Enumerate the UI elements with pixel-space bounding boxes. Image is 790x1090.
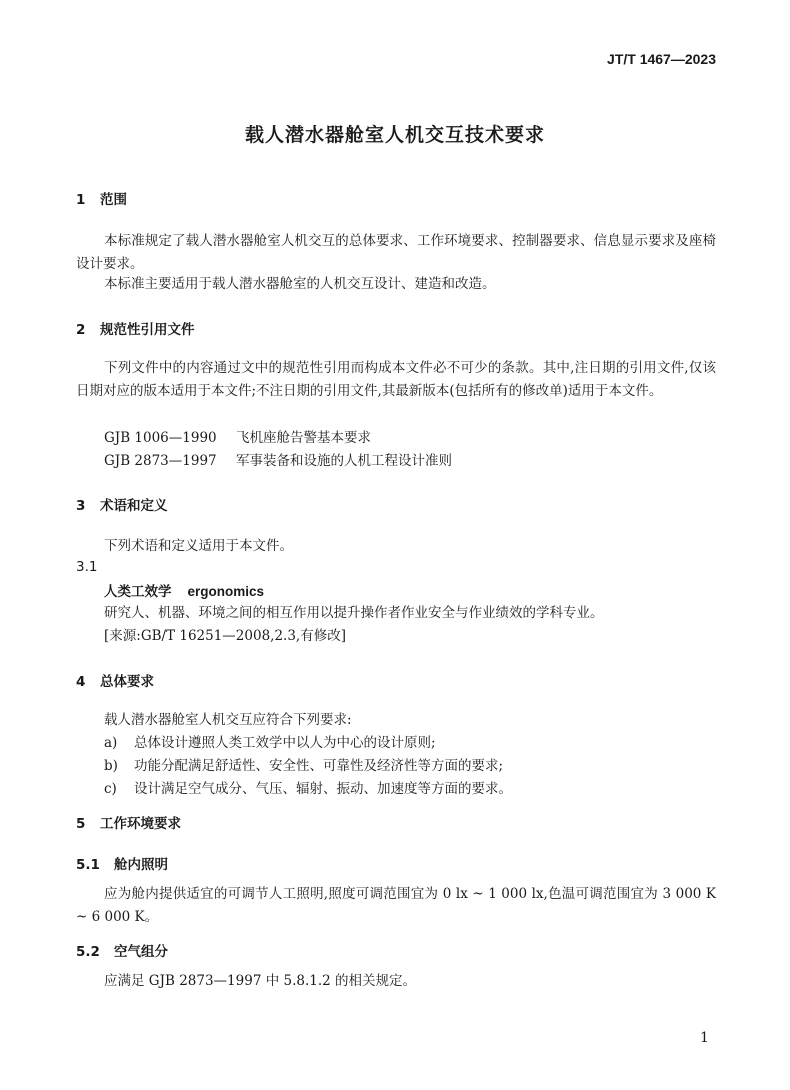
list-item [104,755,503,778]
section-3-paragraph-1: 下列术语和定义适用于本文件。 [104,538,293,554]
normative-reference [104,427,371,450]
list-marker: b) [104,758,118,774]
list-text: 设计满足空气成分、气压、辐射、振动、加速度等方面的要求。 [134,781,512,797]
section-title: 工作环境要求 [100,816,181,832]
section-title: 术语和定义 [100,498,168,514]
section-4-paragraph-1: 载人潜水器舱室人机交互应符合下列要求: [104,712,352,728]
section-1-paragraph-1: 本标准规定了载人潜水器舱室人机交互的总体要求、工作环境要求、控制器要求、信息显示要求及座椅设计要求。 [76,233,716,272]
list-text: 总体设计遵照人类工效学中以人为中心的设计原则; [134,735,436,751]
section-1-heading [76,188,127,208]
section-1-paragraph-2: 本标准主要适用于载人潜水器舱室的人机交互设计、建造和改造。 [104,276,496,292]
section-5-heading [76,812,181,832]
section-number: 2 [76,322,86,338]
section-4-heading [76,670,154,690]
reference-title: 飞机座舱告警基本要求 [236,430,371,446]
section-title: 总体要求 [100,674,154,690]
page-number: 1 [700,1030,709,1046]
normative-reference [104,450,452,473]
term-definition: 研究人、机器、环境之间的相互作用以提升操作者作业安全与作业绩效的学科专业。 [104,605,604,621]
section-title: 范围 [100,192,127,208]
section-5-2-heading [76,940,168,960]
section-5-2-paragraph-1: 应满足 GJB 2873—1997 中 5.8.1.2 的相关规定。 [104,973,417,989]
section-3-heading [76,494,168,514]
section-number: 1 [76,192,86,208]
list-marker: a) [104,735,118,751]
section-5-1-heading [76,853,168,873]
reference-code: GJB 2873—1997 [104,453,217,469]
reference-title: 军事装备和设施的人机工程设计准则 [236,453,452,469]
list-marker: c) [104,781,117,797]
section-number: 5 [76,816,86,832]
section-number: 3 [76,498,86,514]
reference-code: GJB 1006—1990 [104,430,217,446]
list-text: 功能分配满足舒适性、安全性、可靠性及经济性等方面的要求; [134,758,504,774]
section-2-heading [76,318,195,338]
section-title: 空气组分 [114,944,168,960]
term-source: [来源:GB/T 16251—2008,2.3,有修改] [104,628,346,644]
section-5-1-paragraph-1: 应为舱内提供适宜的可调节人工照明,照度可调范围宜为 0 lx ~ 1 000 lx,色温可调范围宜为 3 000 K ~ 6 000 K。 [76,886,716,925]
section-2-paragraph-1: 下列文件中的内容通过文中的规范性引用而构成本文件必不可少的条款。其中,注日期的引用文件,仅该日期对应的版本适用于本文件;不注日期的引用文件,其最新版本(包括所有的修改单)适用于本文件。 [76,360,716,399]
list-item [104,732,436,755]
document-title: 载人潜水器舱室人机交互技术要求 [244,124,545,146]
term-number: 3.1 [76,559,98,575]
section-number: 5.1 [76,857,100,873]
term-chinese: 人类工效学 [104,584,172,600]
section-title: 规范性引用文件 [100,322,195,338]
section-number: 4 [76,674,86,690]
section-number: 5.2 [76,944,100,960]
term-entry [104,580,264,600]
term-english: ergonomics [187,584,265,599]
list-item [104,778,512,801]
document-id: JT/T 1467—2023 [607,51,716,67]
section-title: 舱内照明 [114,857,168,873]
